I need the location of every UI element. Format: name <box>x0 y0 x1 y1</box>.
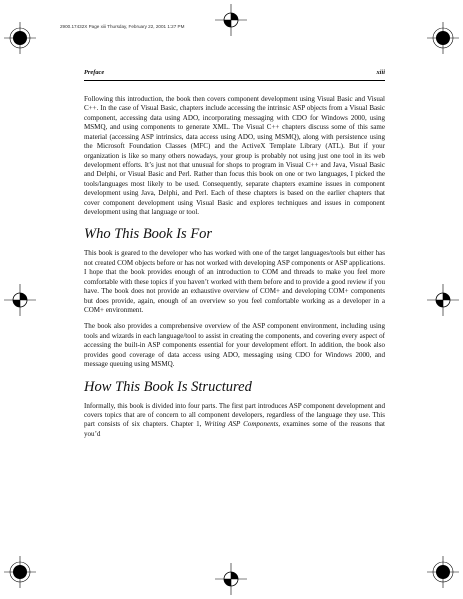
body-paragraph <box>84 402 385 440</box>
page-body <box>84 95 385 446</box>
body-paragraph: The book also provides a comprehensive overview of the ASP component environment, including using tools and wizards in each language/tool to assist in creating the components, and covering every aspect of accessing the built-in ASP components essential for your development effort. In addition, the book also provides good coverage of data access using ADO, messaging using CDO for Windows 2000, and message queuing using MSMQ. <box>84 322 385 369</box>
header-section-title: Preface <box>84 69 105 76</box>
registration-mark-icon <box>427 22 459 54</box>
section-heading-who-for: Who This Book Is For <box>84 226 213 243</box>
registration-mark-icon <box>427 556 459 588</box>
registration-mark-icon <box>4 284 36 316</box>
paragraph-text: Informally, this book is divided into four parts. The first part introduces ASP component development and covers topics that are of concern to all component developers, regardless of the language they use. This part consists of six chapters. Chapter 1, <box>84 401 385 429</box>
registration-mark-icon <box>215 563 247 595</box>
running-header <box>84 69 385 81</box>
registration-mark-icon <box>215 4 247 36</box>
paragraph-text: , examines some of the reasons that you’d <box>84 420 386 438</box>
registration-mark-icon <box>4 556 36 588</box>
registration-mark-icon <box>427 284 459 316</box>
intro-paragraph: Following this introduction, the book then covers component development using Visual Basic and Visual C++. In the case of Visual Basic, chapters include accessing the intrinsic ASP objects from a Visual Basic component, accessing data using ADO, incorporating messaging with CDO for Windows 2000, using MSMQ, and using components to generate XML. The Visual C++ chapters discuss some of this same material (accessing ASP intrinsics, data access using ADO, using MSMQ), along with persistence using the Microsoft Foundation Classes (MFC) and the ActiveX Template Library (ATL). But if your organization is like so many others nowadays, your group is probably not using just one tool in its web development efforts. It’s just not that unusual for shops to program in Visual C++ and Java, Visual Basic and Delphi, or Visual Basic and Perl. Rather than focus this book on one or two languages, I picked the tools/languages most likely to be used. Consequently, separate chapters examine issues in component development using Java, Delphi, and Perl. Each of these chapters is based on the earlier chapters that cover component development using Visual Basic and explores techniques and issues in component development using that language or tool. <box>84 95 385 217</box>
section-heading-structure: How This Book Is Structured <box>84 378 252 395</box>
chapter-title: Writing ASP Components <box>204 420 279 429</box>
registration-mark-icon <box>4 22 36 54</box>
body-paragraph: This book is geared to the developer who has worked with one of the target languages/tools but either has not created COM objects before or has not worked with developing ASP components or ASP applications. I hope that the book provides enough of an introduction to COM and threads to make you feel more comfortable with these topics if you haven’t worked with them before and to provide a good review if you have. The book does not provide an exhaustive overview of COM+ and developing COM+ components but does provide, again, enough of an overview so you feel comfortable working as a developer in a COM+ environment. <box>84 249 385 315</box>
header-page-number: xiii <box>376 69 385 76</box>
print-slug: 2900.17432X Page xiii Thursday, February 22, 2001 1:27 PM <box>60 24 185 29</box>
